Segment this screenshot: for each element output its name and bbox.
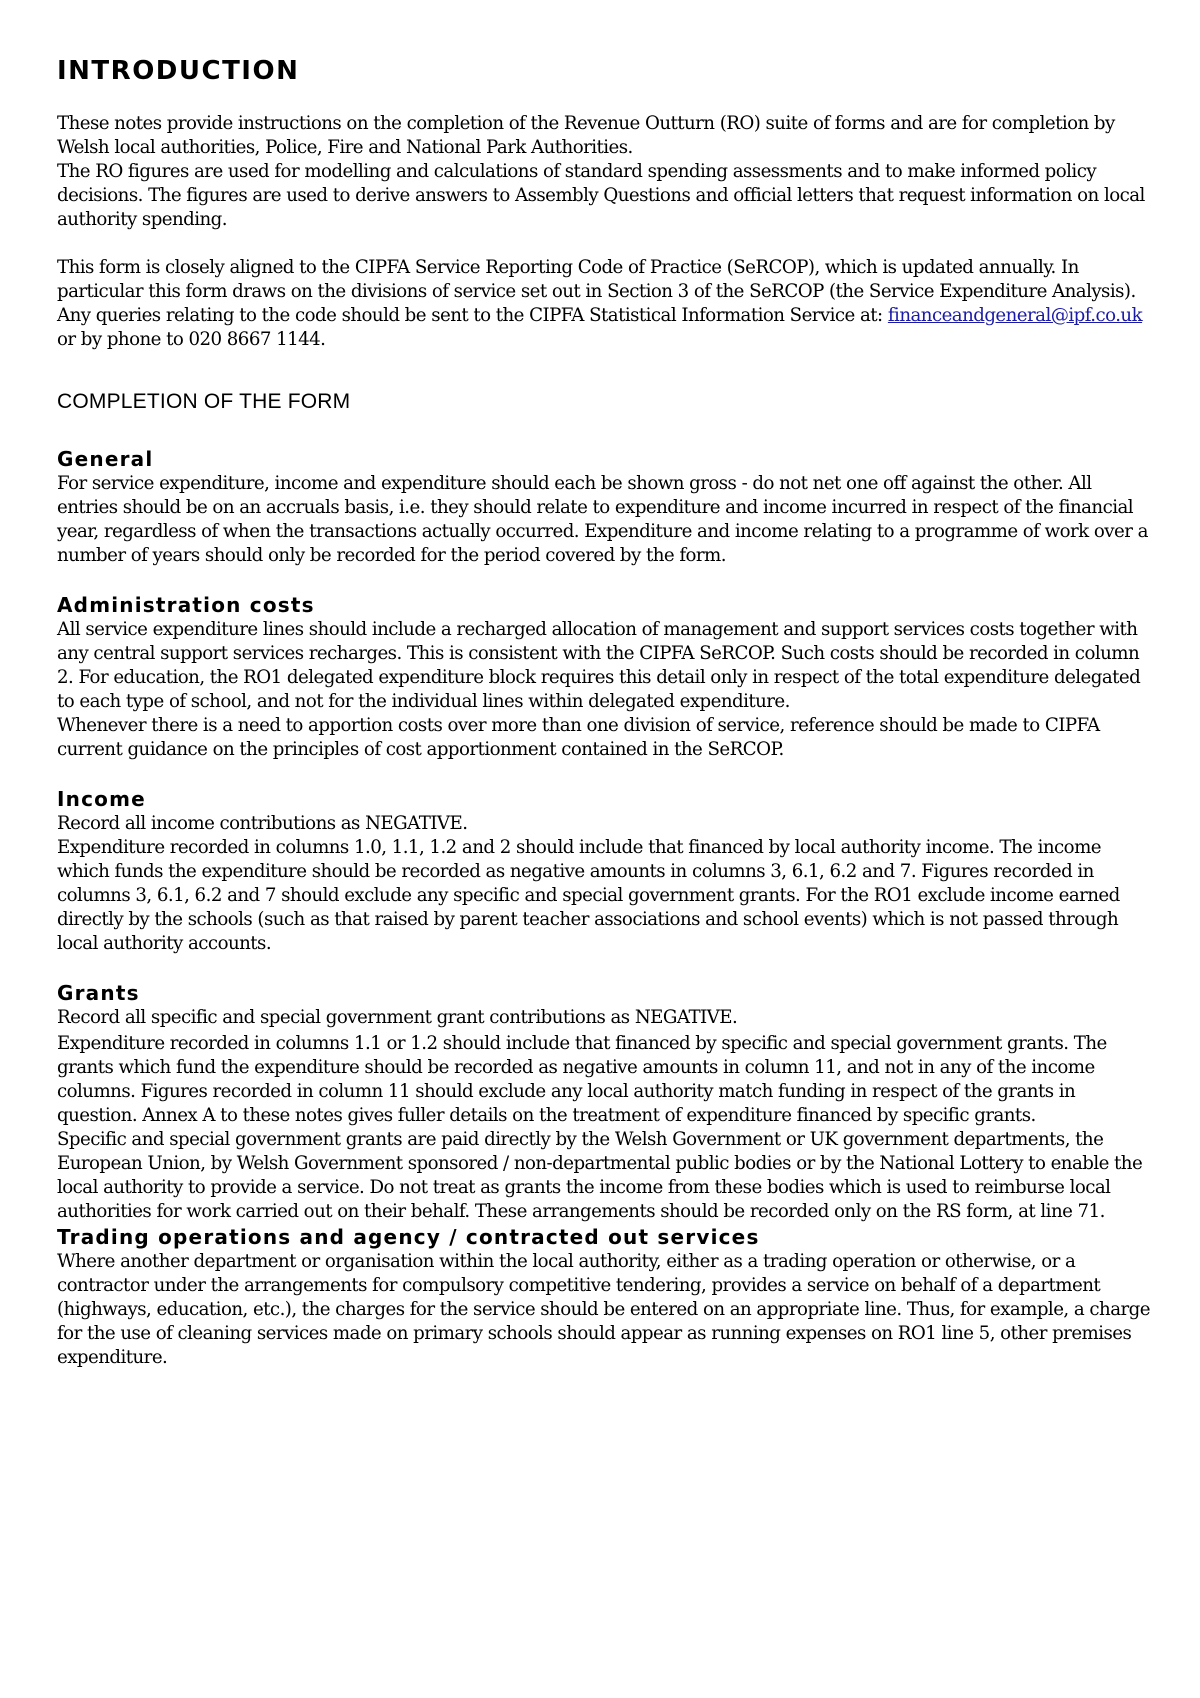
intro-paragraph-3-text: This form is closely aligned to the CIPFA Service Reporting Code of Practice (SeRCOP), which is updated annually. In particular this form draws on the divisions of service set out in Section 3 of the SeRCOP (the Service Expenditure Analysis). Any queries relating to the code should be sent to the CIPFA Statistical Information Service at: [57,257,1136,326]
general-heading: General [57,447,154,471]
intro-paragraph-3 [57,256,1157,352]
intro-paragraph-3-phone: or by phone to 020 8667 1144. [57,329,326,350]
introduction-heading: INTRODUCTION [57,56,300,86]
administration-costs-heading: Administration costs [57,593,315,617]
intro-paragraph-2: The RO figures are used for modelling and calculations of standard spending assessments and to make informed policy decisions. The figures are used to derive answers to Assembly Questions and official letters that request information on local authority spending. [57,161,1145,230]
cipfa-email-link[interactable]: financeandgeneral@ipf.co.uk [887,305,1143,326]
trading-paragraph: Where another department or organisation within the local authority, either as a trading operation or otherwise, or a contractor under the arrangements for compulsory competitive tendering, provides a service on behalf of a department (highways, education, etc.), the charges for the service should be entered on an appropriate line. Thus, for example, a charge for the use of cleaning services made on primary schools should appear as running expenses on RO1 line 5, other premises expenditure. [57,1251,1150,1368]
document-page [57,56,1157,1370]
grants-paragraph-2: Expenditure recorded in columns 1.1 or 1.2 should include that financed by specific and special government grants. The grants which fund the expenditure should be recorded as negative amounts in column 11, and not in any of the income columns. Figures recorded in column 11 should exclude any local authority match funding in respect of the grants in question. Annex A to these notes gives fuller details on the treatment of expenditure financed by specific grants. [57,1033,1107,1126]
trading-operations-heading: Trading operations and agency / contracted out services [57,1225,760,1249]
income-heading: Income [57,787,146,811]
general-paragraph: For service expenditure, income and expenditure should each be shown gross - do not net one off against the other. All entries should be on an accruals basis, i.e. they should relate to expenditure and income incurred in respect of the financial year, regardless of when the transactions actually occurred. Expenditure and income relating to a programme of work over a number of years should only be recorded for the period covered by the form. [57,473,1148,566]
grants-paragraph-3: Specific and special government grants are paid directly by the Welsh Government or UK government departments, the European Union, by Welsh Government sponsored / non-departmental public bodies or by the National Lottery to enable the local authority to provide a service. Do not treat as grants the income from these bodies which is used to reimburse local authorities for work carried out on their behalf. These arrangements should be recorded only on the RS form, at line 71. [57,1129,1143,1222]
completion-heading: COMPLETION OF THE FORM [57,390,351,413]
grants-heading: Grants [57,981,140,1005]
administration-paragraph-2: Whenever there is a need to apportion costs over more than one division of service, reference should be made to CIPFA current guidance on the principles of cost apportionment contained in the SeRCOP. [57,715,1100,760]
administration-paragraph-1: All service expenditure lines should include a recharged allocation of management and support services costs together with any central support services recharges. This is consistent with the CIPFA SeRCOP. Such costs should be recorded in column 2. For education, the RO1 delegated expenditure block requires this detail only in respect of the total expenditure delegated to each type of school, and not for the individual lines within delegated expenditure. [57,619,1141,712]
income-paragraph-2: Expenditure recorded in columns 1.0, 1.1, 1.2 and 2 should include that financed by local authority income. The income which funds the expenditure should be recorded as negative amounts in columns 3, 6.1, 6.2 and 7. Figures recorded in columns 3, 6.1, 6.2 and 7 should exclude any specific and special government grants. For the RO1 exclude income earned directly by the schools (such as that raised by parent teacher associations and school events) which is not passed through local authority accounts. [57,837,1120,954]
income-paragraph-1: Record all income contributions as NEGATIVE. [57,813,468,834]
grants-paragraph-1: Record all specific and special government grant contributions as NEGATIVE. [57,1007,738,1028]
intro-paragraph-1: These notes provide instructions on the completion of the Revenue Outturn (RO) suite of forms and are for completion by Welsh local authorities, Police, Fire and National Park Authorities. [57,113,1115,158]
